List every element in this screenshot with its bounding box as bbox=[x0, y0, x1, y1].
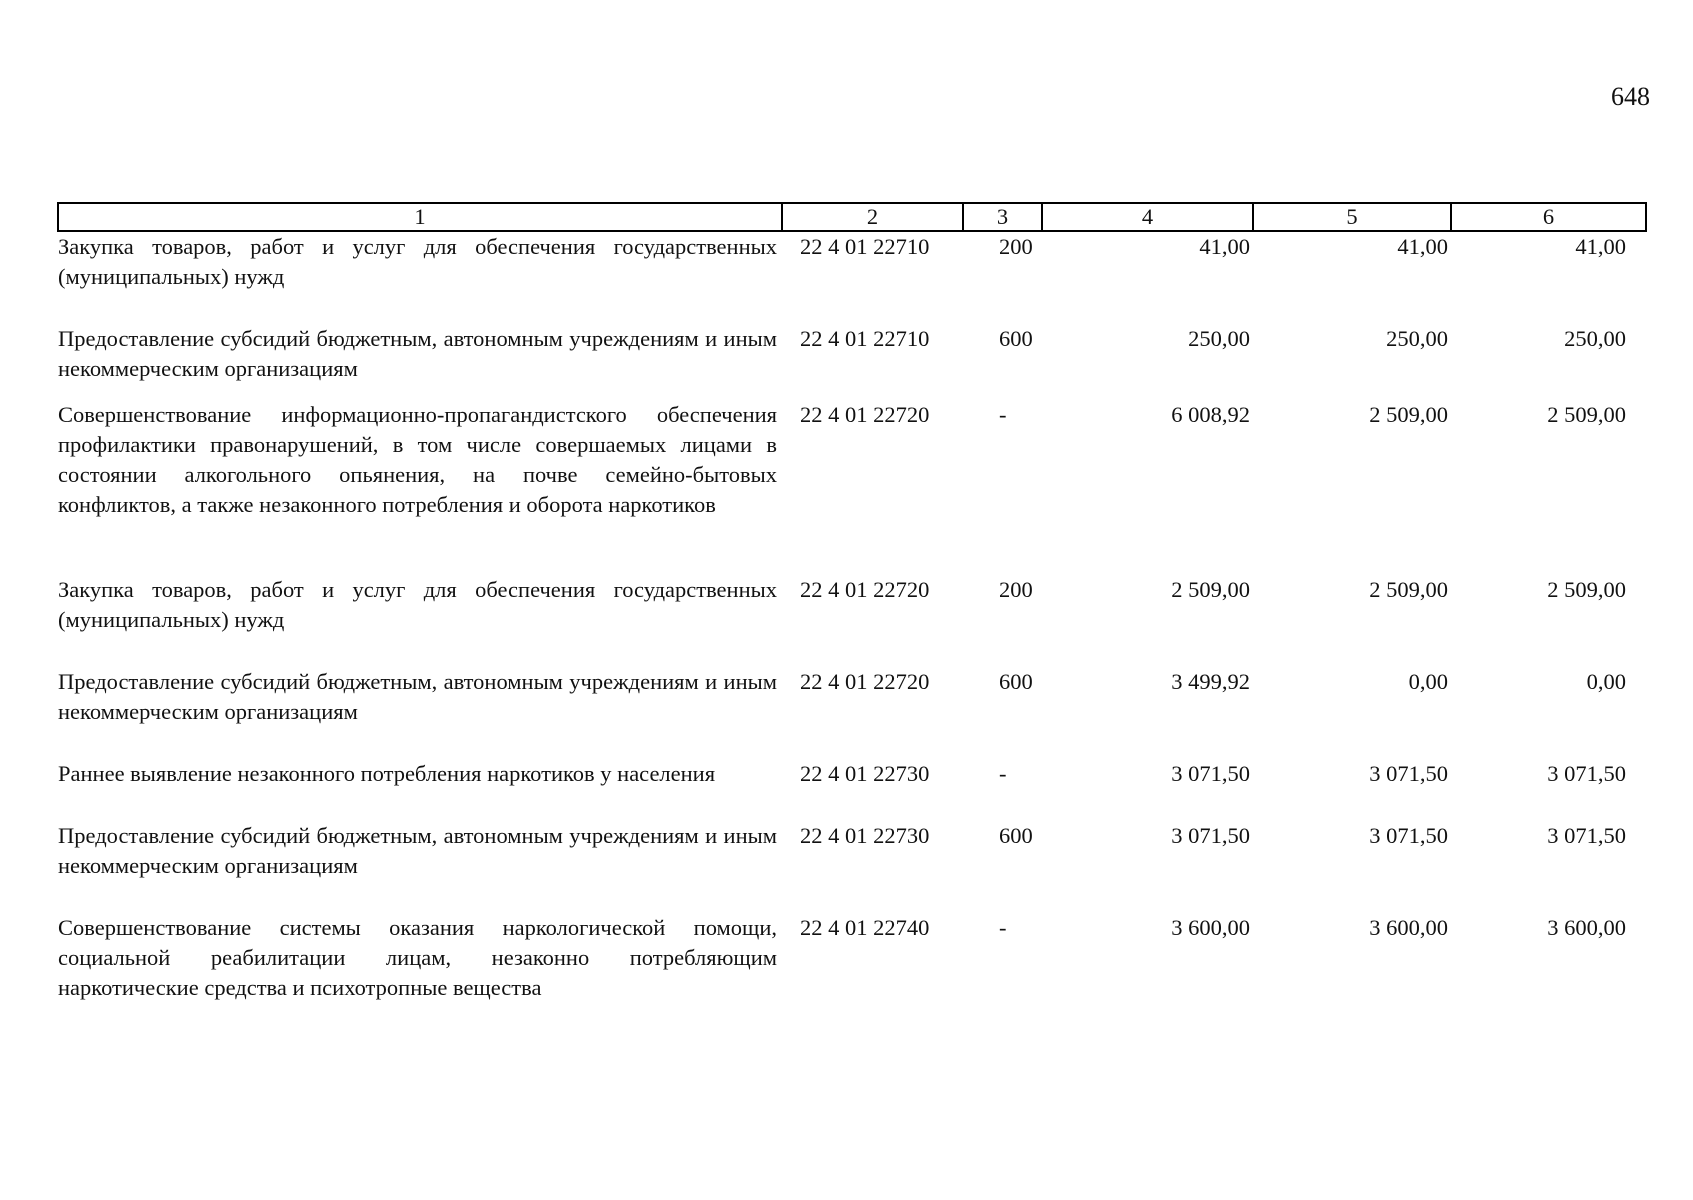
row-expense-type: - bbox=[999, 915, 1007, 940]
table-row bbox=[58, 400, 1646, 575]
row-value-5: 2 509,00 bbox=[1369, 577, 1448, 602]
row-code: 22 4 01 22730 bbox=[800, 761, 930, 786]
table-row bbox=[58, 821, 1646, 913]
row-value-5: 41,00 bbox=[1397, 234, 1448, 259]
table-body bbox=[58, 231, 1646, 1003]
header-row bbox=[58, 203, 1646, 231]
row-code: 22 4 01 22730 bbox=[800, 823, 930, 848]
table-row bbox=[58, 575, 1646, 667]
row-expense-type: 200 bbox=[999, 234, 1033, 259]
header-col-3: 3 bbox=[963, 203, 1042, 231]
row-name: Раннее выявление незаконного потребления наркотиков у населения bbox=[58, 761, 716, 786]
row-code: 22 4 01 22710 bbox=[800, 234, 930, 259]
row-value-6: 3 071,50 bbox=[1547, 761, 1626, 786]
header-col-4: 4 bbox=[1042, 203, 1253, 231]
row-value-6: 3 600,00 bbox=[1547, 915, 1626, 940]
row-name: Совершенствование информационно-пропагандистского обеспечения профилактики правонарушений, в том числе совершаемых лицами в состоянии алкогольного опьянения, на почве семейно-бытовых конфликтов, а также незаконного потребления и оборота наркотиков bbox=[58, 402, 777, 517]
row-code: 22 4 01 22710 bbox=[800, 326, 930, 351]
row-expense-type: 600 bbox=[999, 326, 1033, 351]
table-row bbox=[58, 231, 1646, 324]
table-row bbox=[58, 759, 1646, 821]
row-code: 22 4 01 22720 bbox=[800, 669, 930, 694]
row-value-4: 2 509,00 bbox=[1171, 577, 1250, 602]
row-value-4: 3 600,00 bbox=[1171, 915, 1250, 940]
row-value-5: 250,00 bbox=[1386, 326, 1448, 351]
row-name: Совершенствование системы оказания наркологической помощи, социальной реабилитации лицам, незаконно потребляющим наркотические средства и психотропные вещества bbox=[58, 915, 777, 1000]
row-value-4: 6 008,92 bbox=[1171, 402, 1250, 427]
page-number: 648 bbox=[1611, 82, 1650, 111]
row-name: Закупка товаров, работ и услуг для обеспечения государственных (муниципальных) нужд bbox=[58, 577, 777, 632]
row-value-6: 2 509,00 bbox=[1547, 577, 1626, 602]
header-col-2: 2 bbox=[782, 203, 963, 231]
row-value-6: 250,00 bbox=[1564, 326, 1626, 351]
row-expense-type: - bbox=[999, 761, 1007, 786]
row-value-5: 3 600,00 bbox=[1369, 915, 1448, 940]
row-name: Предоставление субсидий бюджетным, автономным учреждениям и иным некоммерческим организациям bbox=[58, 326, 777, 381]
row-value-5: 0,00 bbox=[1408, 669, 1448, 694]
row-value-5: 3 071,50 bbox=[1369, 823, 1448, 848]
row-name: Предоставление субсидий бюджетным, автономным учреждениям и иным некоммерческим организациям bbox=[58, 823, 777, 878]
row-value-4: 41,00 bbox=[1199, 234, 1250, 259]
header-col-1: 1 bbox=[58, 203, 782, 231]
budget-table bbox=[57, 202, 1647, 1003]
row-name: Закупка товаров, работ и услуг для обеспечения государственных (муниципальных) нужд bbox=[58, 234, 777, 289]
table-header bbox=[58, 203, 1646, 231]
row-value-4: 250,00 bbox=[1188, 326, 1250, 351]
row-expense-type: 600 bbox=[999, 669, 1033, 694]
row-code: 22 4 01 22720 bbox=[800, 402, 930, 427]
header-col-6: 6 bbox=[1451, 203, 1646, 231]
row-value-5: 2 509,00 bbox=[1369, 402, 1448, 427]
row-name: Предоставление субсидий бюджетным, автономным учреждениям и иным некоммерческим организациям bbox=[58, 669, 777, 724]
header-col-5: 5 bbox=[1253, 203, 1451, 231]
row-expense-type: - bbox=[999, 402, 1007, 427]
row-expense-type: 200 bbox=[999, 577, 1033, 602]
table-row bbox=[58, 324, 1646, 400]
row-code: 22 4 01 22720 bbox=[800, 577, 930, 602]
row-value-4: 3 071,50 bbox=[1171, 761, 1250, 786]
table-row bbox=[58, 913, 1646, 1003]
row-code: 22 4 01 22740 bbox=[800, 915, 930, 940]
row-value-4: 3 071,50 bbox=[1171, 823, 1250, 848]
row-value-6: 0,00 bbox=[1586, 669, 1626, 694]
row-value-6: 41,00 bbox=[1575, 234, 1626, 259]
row-value-6: 2 509,00 bbox=[1547, 402, 1626, 427]
row-value-4: 3 499,92 bbox=[1171, 669, 1250, 694]
row-expense-type: 600 bbox=[999, 823, 1033, 848]
row-value-5: 3 071,50 bbox=[1369, 761, 1448, 786]
table-row bbox=[58, 667, 1646, 759]
row-value-6: 3 071,50 bbox=[1547, 823, 1626, 848]
